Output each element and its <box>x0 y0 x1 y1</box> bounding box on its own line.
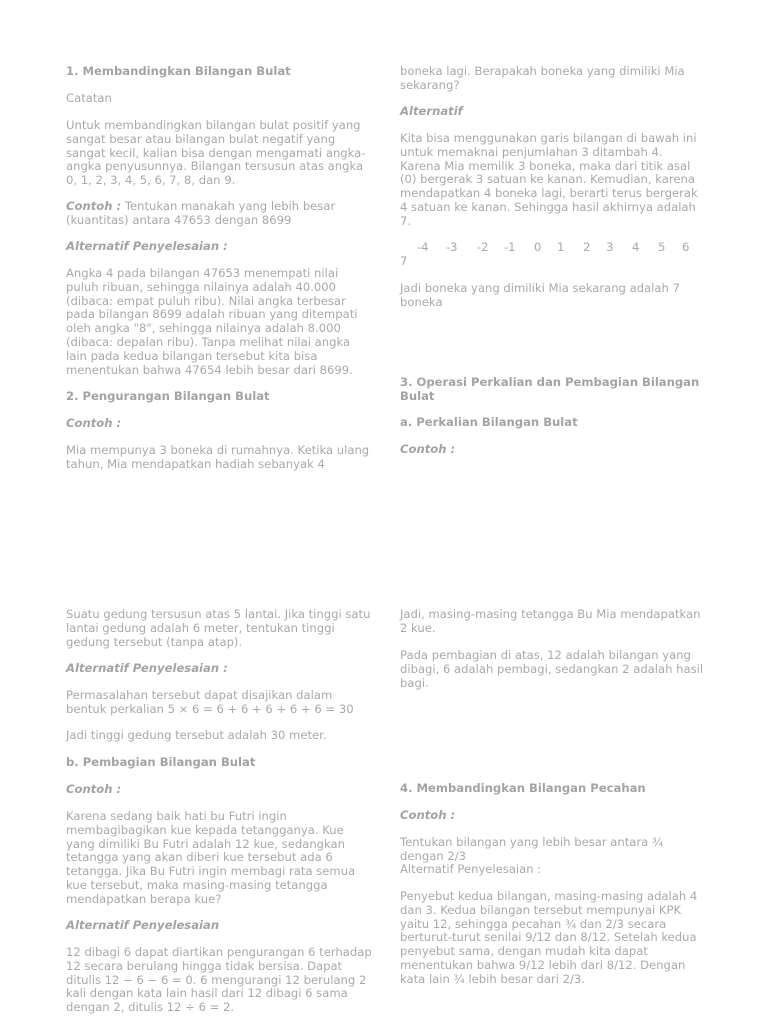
number-line-label: -4 <box>417 240 429 254</box>
number-line-label: 2 <box>583 240 591 254</box>
alt-paragraph-3: Permasalahan tersebut dapat disajikan dalam bentuk perkalian 5 × 6 = 6 + 6 + 6 + 6 + 6 = 30 <box>66 688 354 716</box>
alt-heading-3: Alternatif Penyelesaian : <box>66 661 228 675</box>
heading-operasi-perkalian-pembagian: 3. Operasi Perkalian dan Pembagian Bilangan Bulat <box>400 375 700 403</box>
alt-paragraph-1: Angka 4 pada bilangan 47653 menempati nilai puluh ribuan, sehingga nilainya adalah 40.000 (dibaca: empat puluh ribu). Nilai angka terbesar pada bilangan 8699 adalah ribuan yang ditempati oleh angka "8", sehingga nilainya adalah 8.000 (dibaca: depalan ribu). Tanpa melihat nilai angka lain pada kedua bilangan tersebut kita bisa menentukan bahwa 47654 lebih besar dari 8699. <box>66 266 358 377</box>
example-text: Tentukan manakah yang lebih besar (kuantitas) antara 47653 dengan 8699 <box>66 199 336 227</box>
kue-result: Jadi, masing-masing tetangga Bu Mia mendapatkan 2 kue. <box>400 607 701 635</box>
contoh-label-2: Contoh : <box>66 416 122 430</box>
gedung-paragraph: Suatu gedung tersusun atas 5 lantai. Jika tinggi satu lantai gedung adalah 6 meter, tentukan tinggi gedung tersebut (tanpa atap). <box>66 607 371 649</box>
alt-line-5: Alternatif Penyelesaian : <box>400 862 542 876</box>
contoh-label-4: Contoh : <box>66 782 122 796</box>
number-line-label: 1 <box>557 240 565 254</box>
number-line-label: -1 <box>504 240 516 254</box>
division-paragraph: 12 dibagi 6 dapat diartikan pengurangan 6 terhadap 12 secara berulang hingga tidak bersisa. Dapat ditulis 12 − 6 − 6 = 0. 6 mengurangi 12 berulang 2 kali dengan kata lain hasil dari 12 dibagi 6 sama dengan 2, ditulis 12 ÷ 6 = 2. <box>66 945 372 1015</box>
contoh-label-5: Contoh : <box>400 808 456 822</box>
contoh-label-3: Contoh : <box>400 442 456 456</box>
number-line-label: 4 <box>632 240 640 254</box>
alt-heading-4: Alternatif Penyelesaian <box>66 918 220 932</box>
example-label: Contoh : <box>66 199 122 213</box>
heading-membandingkan-bulat: 1. Membandingkan Bilangan Bulat <box>66 64 291 78</box>
fraction-question: Tentukan bilangan yang lebih besar antara ¾ dengan 2/3 <box>400 835 664 863</box>
number-line-label: 7 <box>400 254 408 268</box>
heading-membandingkan-pecahan: 4. Membandingkan Bilangan Pecahan <box>400 781 646 795</box>
number-line-label: 5 <box>658 240 666 254</box>
mia-paragraph-cont: boneka lagi. Berapakah boneka yang dimiliki Mia sekarang? <box>400 64 685 92</box>
alt-heading-2: Alternatif <box>400 104 463 118</box>
heading-pembagian-bulat: b. Pembagian Bilangan Bulat <box>66 755 256 769</box>
number-line-label: -3 <box>446 240 458 254</box>
kue-paragraph: Karena sedang baik hati bu Futri ingin membagibagikan kue kepada tetangganya. Kue yang dimiliki Bu Futri adalah 12 kue, sedangkan tetangga yang akan diberi kue tersebut ada 6 tetangga. Jika Bu Futri ingin membagi rata semua kue tersebut, maka masing-masing tetangga mendapatkan berapa kue? <box>66 809 356 906</box>
gedung-result: Jadi tinggi gedung tersebut adalah 30 meter. <box>66 728 327 742</box>
alt-heading-1: Alternatif Penyelesaian : <box>66 239 228 253</box>
number-line-label: 6 <box>682 240 690 254</box>
mia-paragraph: Mia mempunya 3 boneka di rumahnya. Ketika ulang tahun, Mia mendapatkan hadiah sebanyak 4 <box>66 443 370 471</box>
number-line-label: -2 <box>477 240 489 254</box>
heading-perkalian-bulat: a. Perkalian Bilangan Bulat <box>400 415 578 429</box>
result-paragraph-mia: Jadi boneka yang dimiliki Mia sekarang adalah 7 boneka <box>400 281 680 309</box>
catatan-label: Catatan <box>66 91 112 105</box>
alt-paragraph-2: Kita bisa menggunakan garis bilangan di bawah ini untuk memaknai penjumlahan 3 ditambah 4. Karena Mia memilik 3 boneka, maka dari titik asal (0) bergerak 3 satuan ke kanan. Kemudian, karena mendapatkan 4 boneka lagi, berarti terus bergerak 4 satuan ke kanan. Sehingga hasil akhirnya adalah 7. <box>400 131 698 228</box>
division-explanation: Pada pembagian di atas, 12 adalah bilangan yang dibagi, 6 adalah pembagi, sedangkan 2 adalah hasil bagi. <box>400 648 704 690</box>
example-1 <box>66 200 372 228</box>
fraction-solution-paragraph: Penyebut kedua bilangan, masing-masing adalah 4 dan 3. Kedua bilangan tersebut mempunyai KPK yaitu 12, sehingga pecahan ¾ dan 2/3 secara berturut-turut senilai 9/12 dan 8/12. Setelah kedua penyebut sama, dengan mudah kita dapat menentukan bahwa 9/12 lebih dari 8/12. Dengan kata lain ¾ lebih besar dari 2/3. <box>400 889 698 986</box>
number-line-label: 0 <box>534 240 542 254</box>
catatan-paragraph: Untuk membandingkan bilangan bulat positif yang sangat besar atau bilangan bulat negatif yang sangat kecil, kalian bisa dengan mengamati angka-angka penyusunnya. Bilangan tersusun atas angka 0, 1, 2, 3, 4, 5, 6, 7, 8, dan 9. <box>66 118 366 188</box>
heading-pengurangan-bulat: 2. Pengurangan Bilangan Bulat <box>66 389 270 403</box>
number-line-label: 3 <box>606 240 614 254</box>
